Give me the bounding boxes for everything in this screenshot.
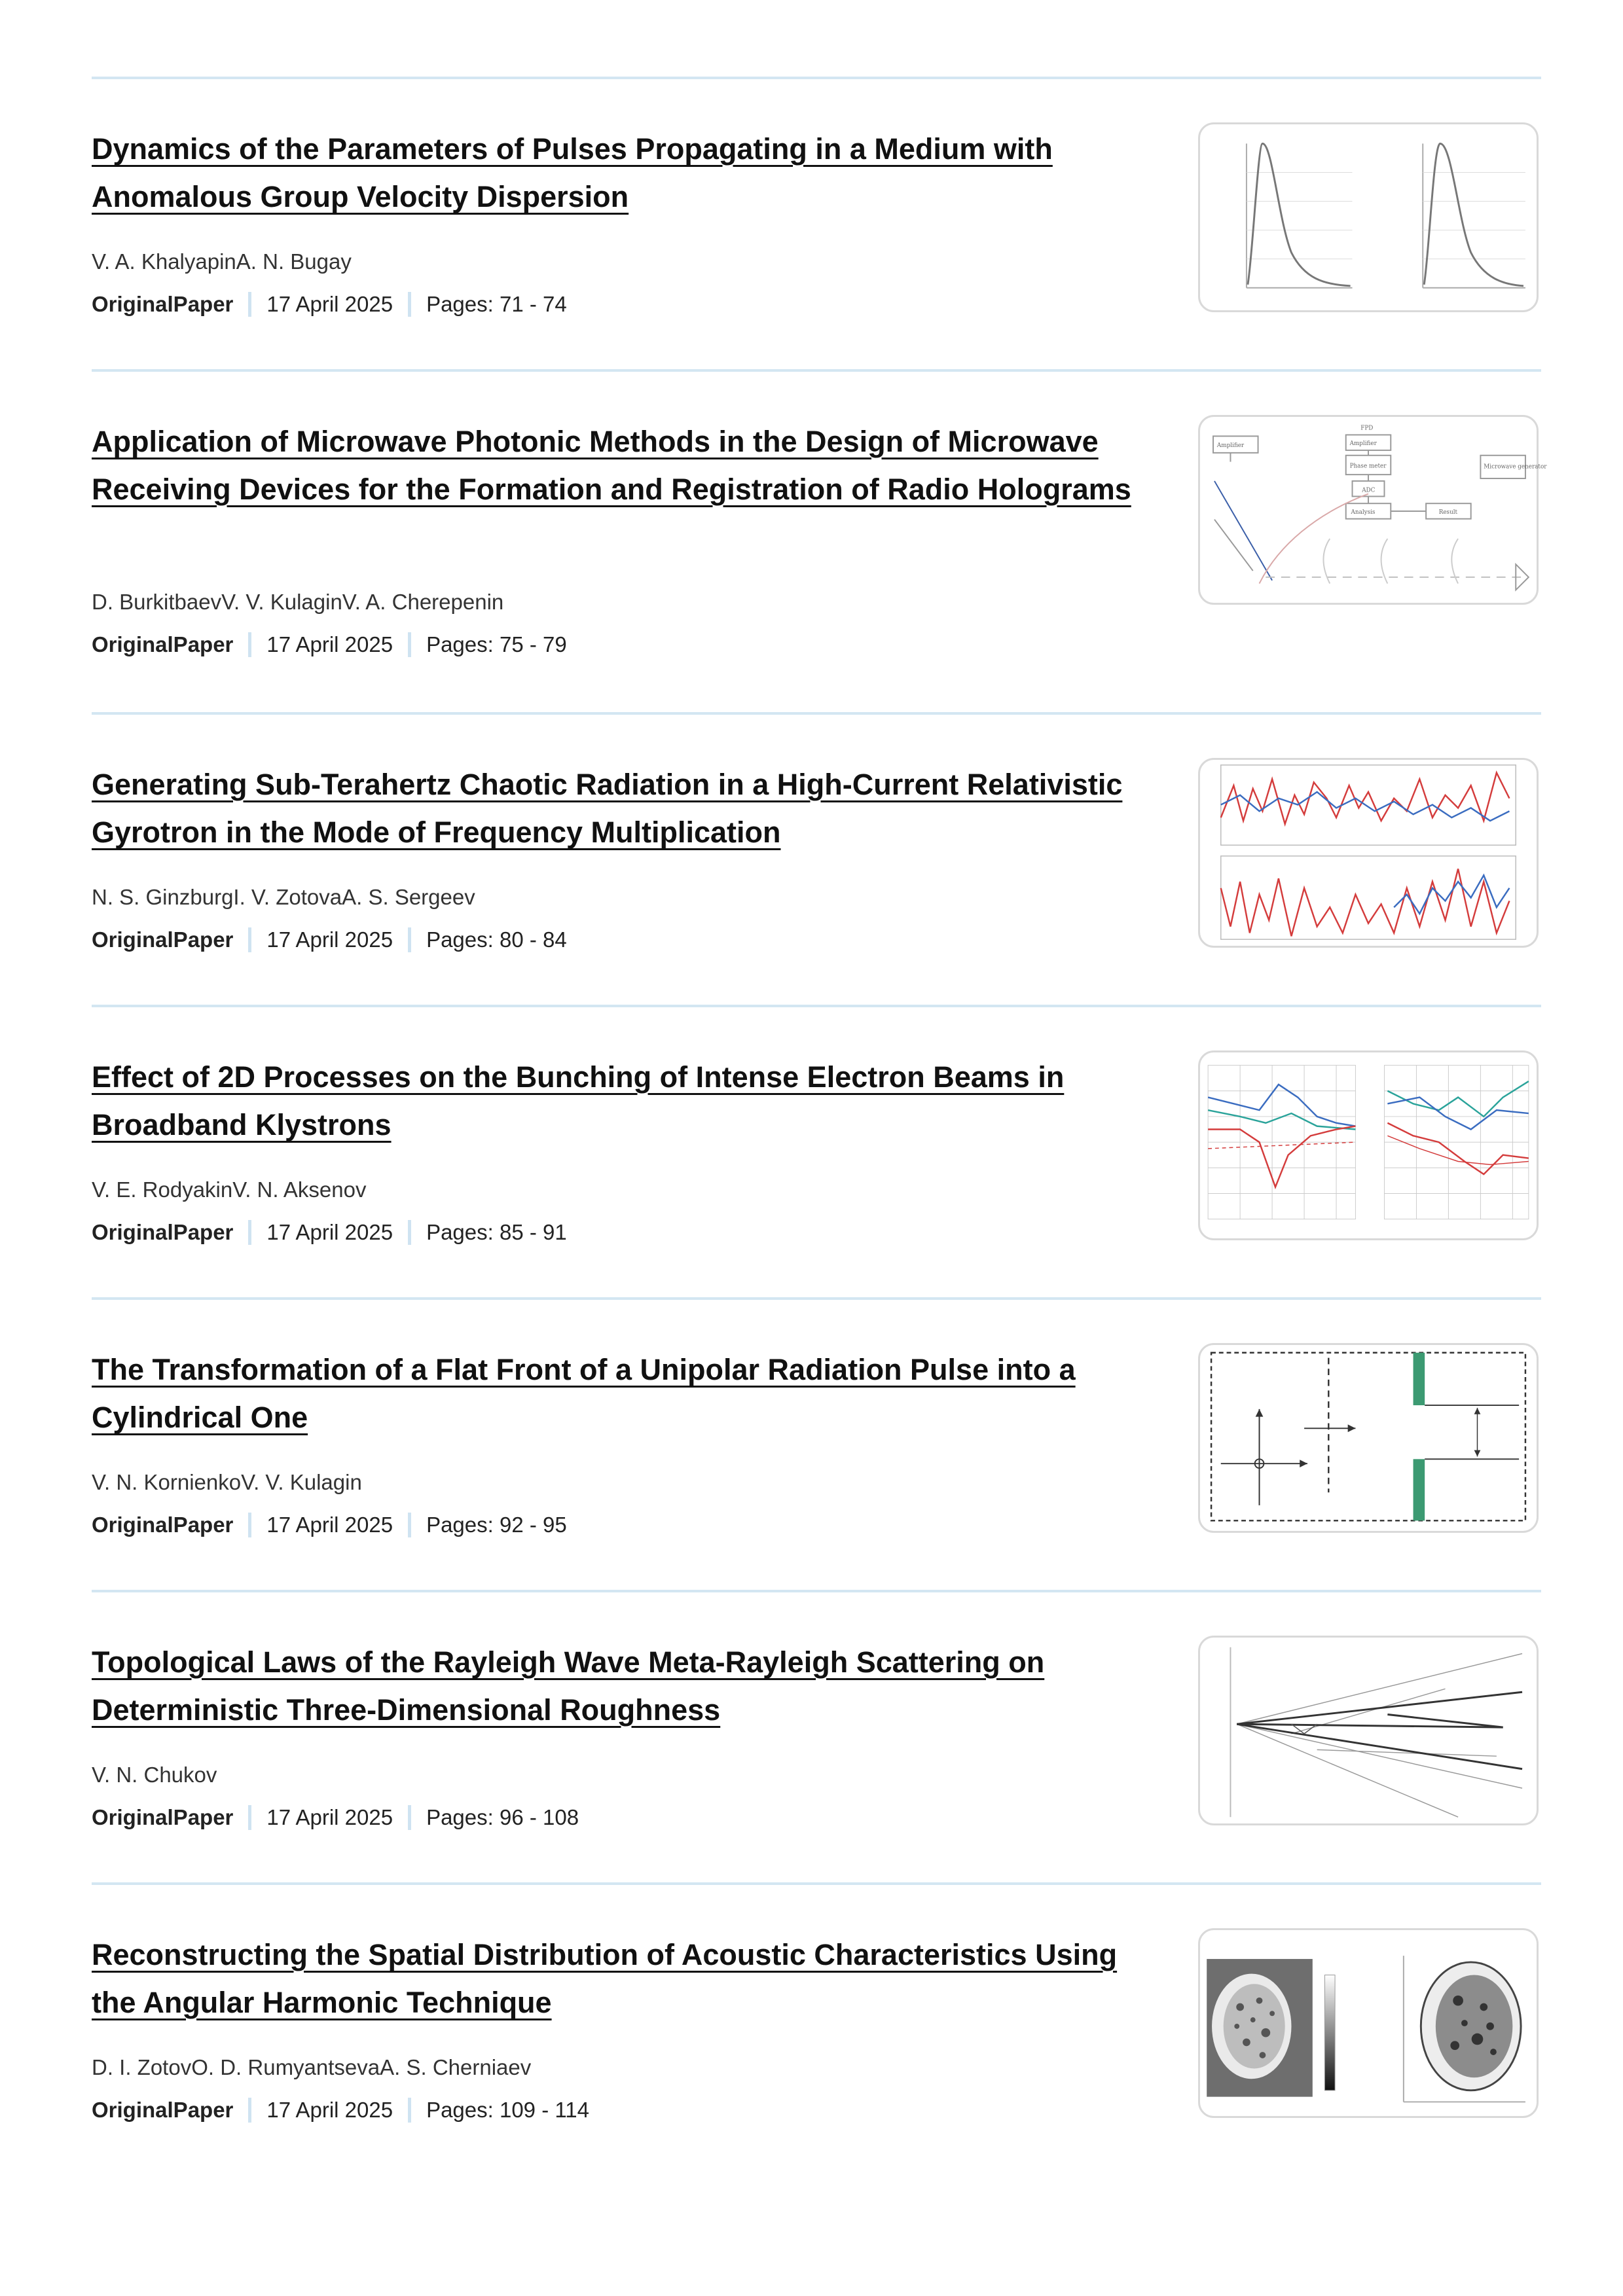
article-title-link[interactable]: Topological Laws of the Rayleigh Wave Meta-Rayleigh Scattering on Deterministic Three-Dimensional Roughness (92, 1645, 1045, 1727)
pulse-plot-image (1200, 124, 1537, 310)
article-title (92, 761, 1165, 856)
article-authors: D. BurkitbaevV. V. KulaginV. A. Cherepenin (92, 590, 504, 614)
meta-separator (408, 632, 411, 657)
svg-text:FPD: FPD (1360, 425, 1374, 432)
article-thumbnail[interactable] (1198, 122, 1539, 312)
tomography-image (1200, 1930, 1537, 2116)
meta-separator (248, 1805, 251, 1830)
article-meta (92, 1220, 567, 1245)
page-range: Pages: 71 - 74 (426, 292, 567, 316)
publish-date: 17 April 2025 (266, 1513, 393, 1537)
article-item (92, 712, 1541, 1005)
article-item (92, 1297, 1541, 1590)
page-range: Pages: 109 - 114 (426, 2098, 589, 2122)
meta-separator (408, 1805, 411, 1830)
article-list (92, 77, 1547, 2175)
article-meta (92, 2098, 589, 2123)
article-title-link[interactable]: Reconstructing the Spatial Distribution of Acoustic Characteristics Using the Angular Harmonic Technique (92, 1938, 1118, 2019)
article-title (92, 1346, 1165, 1441)
article-item (92, 1005, 1541, 1297)
meta-separator (248, 1220, 251, 1245)
svg-text:Amplifier: Amplifier (1349, 440, 1377, 448)
article-title (92, 1638, 1165, 1734)
content-type: OriginalPaper (92, 927, 234, 952)
meta-separator (248, 927, 251, 952)
meta-separator (408, 292, 411, 317)
article-item (92, 1882, 1541, 2175)
article-title (92, 1053, 1165, 1149)
svg-text:Phase meter: Phase meter (1349, 463, 1387, 470)
meta-separator (408, 1220, 411, 1245)
article-thumbnail[interactable] (1198, 1928, 1539, 2118)
article-thumbnail[interactable] (1198, 1343, 1539, 1533)
wavefront-schematic-image (1200, 1345, 1537, 1531)
content-type: OriginalPaper (92, 1805, 234, 1829)
article-meta (92, 292, 567, 317)
meta-separator (248, 2098, 251, 2123)
meta-separator (408, 2098, 411, 2123)
klystron-plot-image (1200, 1052, 1537, 1238)
article-title-link[interactable]: Application of Microwave Photonic Methods in the Design of Microwave Receiving Devices for the Formation and Registration of Radio Holograms (92, 425, 1131, 506)
article-thumbnail[interactable] (1198, 758, 1539, 948)
svg-text:Microwave generator: Microwave generator (1484, 463, 1547, 471)
article-authors: V. A. KhalyapinA. N. Bugay (92, 249, 352, 274)
page-range: Pages: 80 - 84 (426, 927, 567, 952)
article-authors: V. N. KornienkoV. V. Kulagin (92, 1470, 362, 1494)
content-type: OriginalPaper (92, 292, 234, 316)
meta-separator (408, 927, 411, 952)
page-range: Pages: 92 - 95 (426, 1513, 567, 1537)
meta-separator (248, 1513, 251, 1537)
article-thumbnail[interactable] (1198, 415, 1547, 605)
article-meta (92, 1513, 567, 1537)
svg-text:Analysis: Analysis (1351, 509, 1376, 516)
publish-date: 17 April 2025 (266, 1805, 393, 1829)
article-title (92, 418, 1165, 513)
article-item (92, 77, 1541, 369)
article-item (92, 369, 1547, 712)
article-meta (92, 927, 567, 952)
block-diagram-image (1200, 417, 1547, 603)
article-title (92, 1931, 1165, 2026)
svg-text:ADC: ADC (1362, 487, 1376, 494)
article-authors: D. I. ZotovO. D. RumyantsevaA. S. Cherniaev (92, 2055, 532, 2079)
svg-text:Amplifier: Amplifier (1216, 442, 1245, 450)
page-range: Pages: 96 - 108 (426, 1805, 579, 1829)
content-type: OriginalPaper (92, 1513, 234, 1537)
article-title-link[interactable]: Dynamics of the Parameters of Pulses Propagating in a Medium with Anomalous Group Velocity Dispersion (92, 132, 1053, 213)
article-title-link[interactable]: The Transformation of a Flat Front of a Unipolar Radiation Pulse into a Cylindrical One (92, 1353, 1076, 1434)
article-authors: V. E. RodyakinV. N. Aksenov (92, 1177, 367, 1202)
article-title-link[interactable]: Effect of 2D Processes on the Bunching of Intense Electron Beams in Broadband Klystrons (92, 1060, 1065, 1141)
content-type: OriginalPaper (92, 632, 234, 656)
meta-separator (248, 292, 251, 317)
article-meta (92, 632, 567, 657)
page-range: Pages: 75 - 79 (426, 632, 567, 656)
publish-date: 17 April 2025 (266, 2098, 393, 2122)
article-authors: N. S. GinzburgI. V. ZotovaA. S. Sergeev (92, 885, 475, 909)
svg-text:Result: Result (1438, 509, 1458, 516)
article-title-link[interactable]: Generating Sub-Terahertz Chaotic Radiation in a High-Current Relativistic Gyrotron in the Mode of Frequency Multiplication (92, 768, 1123, 849)
article-thumbnail[interactable] (1198, 1636, 1539, 1825)
article-item (92, 1590, 1541, 1882)
content-type: OriginalPaper (92, 2098, 234, 2122)
content-type: OriginalPaper (92, 1220, 234, 1244)
chaotic-signal-plot-image (1200, 760, 1537, 946)
publish-date: 17 April 2025 (266, 632, 393, 656)
article-authors: V. N. Chukov (92, 1763, 217, 1787)
article-title (92, 125, 1165, 221)
scattering-diagram-image (1200, 1638, 1537, 1823)
article-thumbnail[interactable] (1198, 1050, 1539, 1240)
meta-separator (408, 1513, 411, 1537)
page-range: Pages: 85 - 91 (426, 1220, 567, 1244)
publish-date: 17 April 2025 (266, 292, 393, 316)
article-meta (92, 1805, 579, 1830)
publish-date: 17 April 2025 (266, 927, 393, 952)
publish-date: 17 April 2025 (266, 1220, 393, 1244)
meta-separator (248, 632, 251, 657)
